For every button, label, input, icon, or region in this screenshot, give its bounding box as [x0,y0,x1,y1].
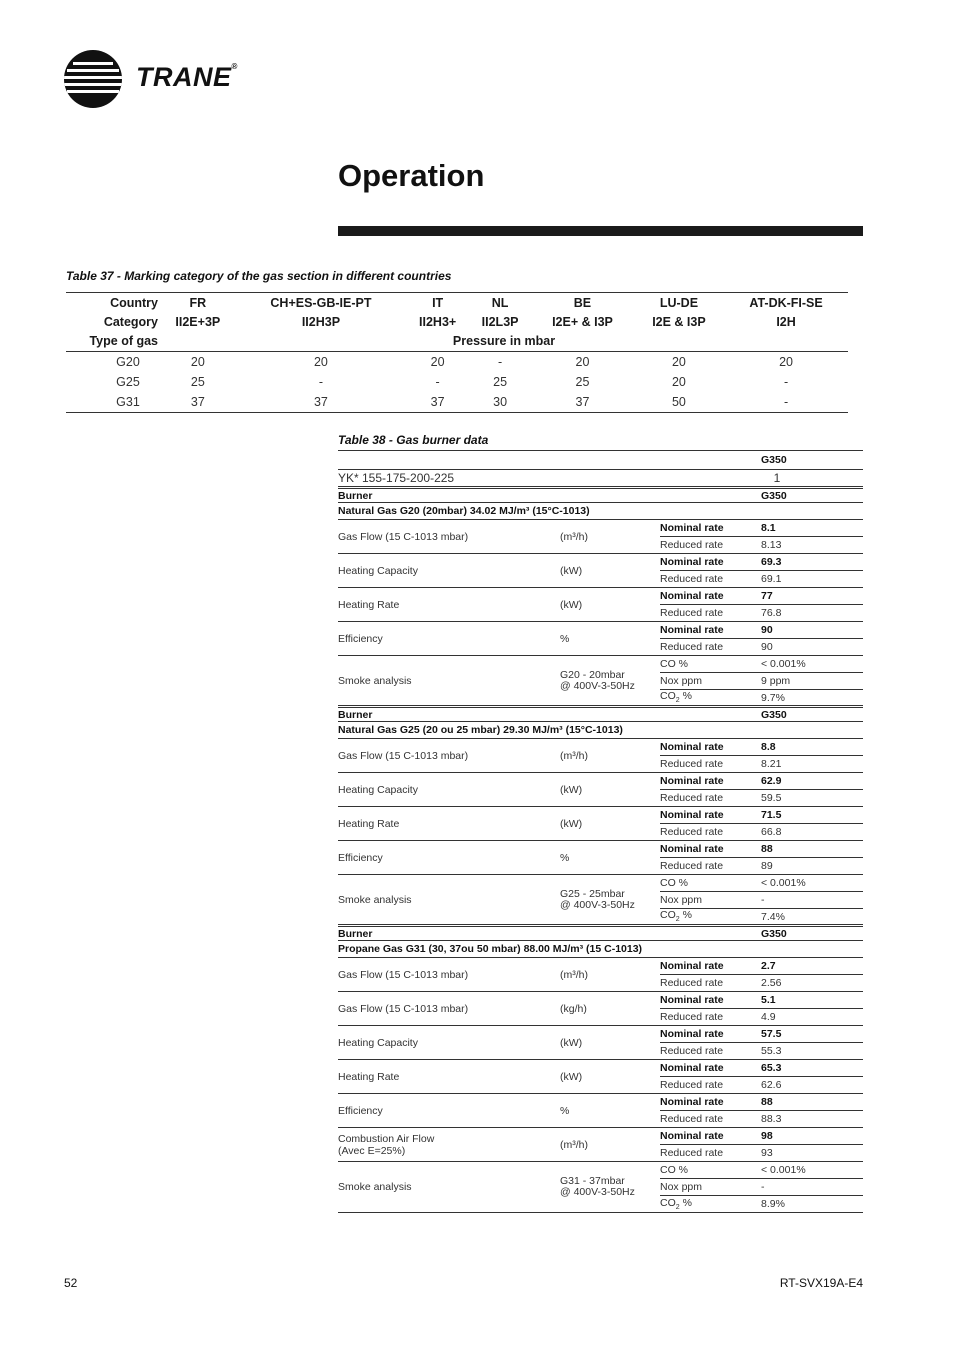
table-row [338,1094,863,1111]
smoke-condition-gas: G25 - 25mbar [560,887,625,900]
co2-text: CO [660,1196,676,1209]
table37-category-row [66,312,848,331]
rate-label: Nominal rate [660,588,761,605]
table-row [338,1128,863,1145]
co2-subscript: 2 [675,1204,680,1212]
nominal-value: 90 [761,622,863,639]
reduced-value: 55.3 [761,1043,863,1060]
table-row [338,958,863,975]
table-row [338,739,863,756]
pressure-label: Pressure in mbar [160,332,848,352]
value-cell: - [783,374,789,389]
unit-cell: (kW) [560,1060,660,1094]
reduced-value: 88.3 [761,1111,863,1128]
smoke-label: Smoke analysis [338,875,560,926]
rate-label: Nominal rate [660,520,761,537]
rate-label: Reduced rate [660,1077,761,1094]
nox-label: Nox ppm [660,892,761,909]
table37-country-row [66,293,848,313]
reduced-value: 62.6 [761,1077,863,1094]
country-label: Country [66,293,160,313]
table-row [338,1026,863,1043]
nominal-value: 8.1 [761,520,863,537]
unit-cell: (kW) [560,1026,660,1060]
parameter-name [338,622,560,656]
smoke-conditions [560,875,660,926]
unit-cell: (kW) [560,554,660,588]
parameter-name-text: Heating Capacity [338,783,418,796]
nominal-value: 62.9 [761,773,863,790]
smoke-condition-power: @ 400V-3-50Hz [560,898,635,911]
reduced-value: 90 [761,639,863,656]
burner-label: Burner [338,926,761,941]
title-rule [338,226,863,236]
co2-unit: % [679,909,692,922]
parameter-name-text: Gas Flow (15 C-1013 mbar) [338,968,469,981]
section-title: Natural Gas G25 (20 ou 25 mbar) 29.30 MJ/m³ (15°C-1013) [338,722,863,739]
table-row [66,392,848,413]
nominal-value: 98 [761,1128,863,1145]
parameter-name [338,520,560,554]
reduced-value: 8.21 [761,756,863,773]
table-row [338,520,863,537]
reduced-value: 76.8 [761,605,863,622]
section-title: Propane Gas G31 (30, 37ou 50 mbar) 88.00 MJ/m³ (15 C-1013) [338,941,863,958]
country-cell: FR [160,293,236,313]
burner-row [338,926,863,941]
smoke-condition-power: @ 400V-3-50Hz [560,1186,635,1198]
rate-label: Nominal rate [660,992,761,1009]
burner-row [338,488,863,503]
model-value: 1 [761,470,863,488]
rate-label: Nominal rate [660,1026,761,1043]
reduced-value: 59.5 [761,790,863,807]
model-label: YK* 155-175-200-225 [338,470,761,488]
country-cell: CH+ES-GB-IE-PT [236,293,407,313]
category-cell: I2E+ & I3P [552,314,613,329]
section-title-row [338,941,863,958]
nox-value: 9 ppm [761,673,863,690]
category-cell: II2H3P [301,314,341,329]
nox-label: Nox ppm [660,1179,761,1196]
reduced-value: 93 [761,1145,863,1162]
rate-label: Reduced rate [660,975,761,992]
category-label: Category [103,314,158,329]
nominal-value: 69.3 [761,554,863,571]
table-row [66,372,848,392]
unit-cell: (m³/h) [560,958,660,992]
nominal-value: 8.8 [761,739,863,756]
nominal-value: 57.5 [761,1026,863,1043]
rate-label: Reduced rate [660,1145,761,1162]
table38-caption: Table 38 - Gas burner data [338,433,489,447]
value-cell: - [318,374,324,389]
table-row [338,773,863,790]
co2-unit: % [679,1196,692,1209]
value-cell: 50 [634,392,724,413]
trane-logo-mark-icon [64,50,122,108]
rate-label: Reduced rate [660,639,761,656]
model-header: G350 [761,451,863,470]
smoke-row [338,1162,863,1179]
co-label: CO % [660,1162,761,1179]
value-cell: 20 [313,354,328,369]
value-cell: 37 [531,392,634,413]
table37 [66,292,848,413]
parameter-name-text: Gas Flow (15 C-1013 mbar) [338,530,469,543]
reduced-value: 8.13 [761,537,863,554]
unit-cell: (m³/h) [560,1128,660,1162]
parameter-name-text: Heating Rate [338,817,400,830]
table-row [338,841,863,858]
table37-caption: Table 37 - Marking category of the gas section in different countries [66,269,452,283]
nominal-value: 71.5 [761,807,863,824]
co2-unit: % [679,690,692,703]
co2-value: 7.4% [761,909,863,926]
country-cell: LU-DE [634,293,724,313]
category-cell: I2H [776,314,796,329]
co2-label [660,1196,761,1213]
parameter-name-text: Efficiency [338,632,383,645]
table-row [338,992,863,1009]
co-label: CO % [660,656,761,673]
country-cell: BE [531,293,634,313]
model-header-row [338,451,863,470]
value-cell: 37 [236,392,407,413]
value-cell: 20 [671,354,686,369]
table-row [338,622,863,639]
co-label: CO % [660,875,761,892]
unit-cell: % [560,1094,660,1128]
rate-label: Nominal rate [660,1094,761,1111]
country-cell: AT-DK-FI-SE [724,293,848,313]
co-value: < 0.001% [761,1162,863,1179]
value-cell: - [497,354,503,369]
table38 [338,450,863,1213]
nominal-value: 88 [761,1094,863,1111]
parameter-name-text: Combustion Air Flow [338,1132,435,1145]
trane-logo [64,50,244,108]
co-value: < 0.001% [761,656,863,673]
model-row [338,470,863,488]
rate-label: Nominal rate [660,1060,761,1077]
nox-label: Nox ppm [660,673,761,690]
parameter-name-note: (Avec E=25%) [338,1144,406,1157]
co2-label [660,690,761,707]
unit-cell: % [560,841,660,875]
rate-label: Nominal rate [660,841,761,858]
section-title: Natural Gas G20 (20mbar) 34.02 MJ/m³ (15°C-1013) [338,503,863,520]
parameter-name [338,1060,560,1094]
value-cell: 25 [190,374,205,389]
nox-value: - [761,1179,863,1196]
parameter-name-text: Gas Flow (15 C-1013 mbar) [338,1002,469,1015]
parameter-name [338,992,560,1026]
parameter-name [338,1094,560,1128]
value-cell: 25 [493,374,508,389]
unit-cell: (kW) [560,807,660,841]
rate-label: Reduced rate [660,824,761,841]
unit-cell: % [560,622,660,656]
nominal-value: 5.1 [761,992,863,1009]
unit-cell: (kg/h) [560,992,660,1026]
value-cell: 20 [779,354,793,369]
rate-label: Reduced rate [660,756,761,773]
rate-label: Nominal rate [660,739,761,756]
parameter-name-text: Efficiency [338,851,383,864]
page-title: Operation [338,158,485,193]
smoke-row [338,656,863,673]
parameter-name [338,588,560,622]
burner-row [338,707,863,722]
co2-value: 9.7% [761,690,863,707]
category-cell: II2E+3P [175,314,221,329]
rate-label: Reduced rate [660,571,761,588]
parameter-name-text: Gas Flow (15 C-1013 mbar) [338,749,469,762]
category-cell: II2L3P [481,314,519,329]
rate-label: Reduced rate [660,537,761,554]
co2-subscript: 2 [675,697,680,705]
nominal-value: 88 [761,841,863,858]
parameter-name-text: Heating Capacity [338,1036,418,1049]
table-row [338,807,863,824]
co2-value: 8.9% [761,1196,863,1213]
parameter-name-text: Heating Capacity [338,564,418,577]
category-cell: I2E & I3P [652,314,706,329]
reduced-value: 2.56 [761,975,863,992]
burner-model: G350 [761,488,863,503]
gas-type-cell: G20 [116,354,140,369]
unit-cell: (m³/h) [560,520,660,554]
country-cell: IT [406,293,469,313]
nox-value: - [761,892,863,909]
nominal-value: 65.3 [761,1060,863,1077]
gas-type-cell: G31 [66,392,160,413]
burner-label: Burner [338,488,761,503]
parameter-name-text: Heating Rate [338,598,400,611]
burner-label: Burner [338,707,761,722]
smoke-row [338,875,863,892]
reduced-value: 69.1 [761,571,863,588]
parameter-name [338,739,560,773]
value-cell: 20 [190,354,205,369]
document-code: RT-SVX19A-E4 [779,1276,863,1290]
type-label: Type of gas [66,332,160,352]
value-cell: 37 [406,392,469,413]
gas-type-cell: G25 [116,374,140,389]
rate-label: Nominal rate [660,807,761,824]
smoke-condition-power: @ 400V-3-50Hz [560,679,635,692]
table-row [338,1060,863,1077]
value-cell: 30 [469,392,531,413]
smoke-condition-gas: G31 - 37mbar [560,1175,625,1187]
co2-label [660,909,761,926]
burner-model: G350 [761,926,863,941]
nominal-value: 77 [761,588,863,605]
unit-cell: (kW) [560,588,660,622]
reduced-value: 66.8 [761,824,863,841]
smoke-conditions [560,1162,660,1213]
blank-cell [338,451,761,470]
value-cell: 20 [430,354,445,369]
value-cell: 37 [160,392,236,413]
reduced-value: 4.9 [761,1009,863,1026]
smoke-condition-gas: G20 - 20mbar [560,668,625,681]
value-cell: 25 [575,374,590,389]
page-number: 52 [64,1276,78,1290]
value-cell: - [435,374,440,389]
value-cell: - [724,392,848,413]
smoke-label: Smoke analysis [338,656,560,707]
value-cell: 20 [671,374,686,389]
table-row [338,554,863,571]
parameter-name-text: Efficiency [338,1104,383,1117]
rate-label: Nominal rate [660,773,761,790]
parameter-name [338,841,560,875]
rate-label: Nominal rate [660,958,761,975]
parameter-name [338,773,560,807]
rate-label: Reduced rate [660,605,761,622]
rate-label: Reduced rate [660,1043,761,1060]
parameter-name [338,807,560,841]
unit-cell: (kW) [560,773,660,807]
rate-label: Nominal rate [660,554,761,571]
parameter-name [338,554,560,588]
smoke-label: Smoke analysis [338,1162,560,1213]
co2-text: CO [660,690,676,703]
nominal-value: 2.7 [761,958,863,975]
parameter-name [338,958,560,992]
table-row [338,588,863,605]
co2-text: CO [660,909,676,922]
value-cell: 20 [575,354,590,369]
section-title-row [338,503,863,520]
smoke-conditions [560,656,660,707]
burner-model: G350 [761,707,863,722]
rate-label: Nominal rate [660,1128,761,1145]
table-row [66,351,848,372]
parameter-name [338,1026,560,1060]
co2-subscript: 2 [675,916,680,924]
rate-label: Reduced rate [660,790,761,807]
rate-label: Reduced rate [660,858,761,875]
section-title-row [338,722,863,739]
category-cell: II2H3+ [419,314,457,329]
unit-cell: (m³/h) [560,739,660,773]
reduced-value: 89 [761,858,863,875]
rate-label: Reduced rate [660,1111,761,1128]
co-value: < 0.001% [761,875,863,892]
rate-label: Nominal rate [660,622,761,639]
country-cell: NL [469,293,531,313]
table37-type-row [66,332,848,352]
parameter-name-text: Heating Rate [338,1070,400,1083]
parameter-name [338,1128,560,1162]
trane-wordmark: TRANE® [136,62,238,92]
rate-label: Reduced rate [660,1009,761,1026]
